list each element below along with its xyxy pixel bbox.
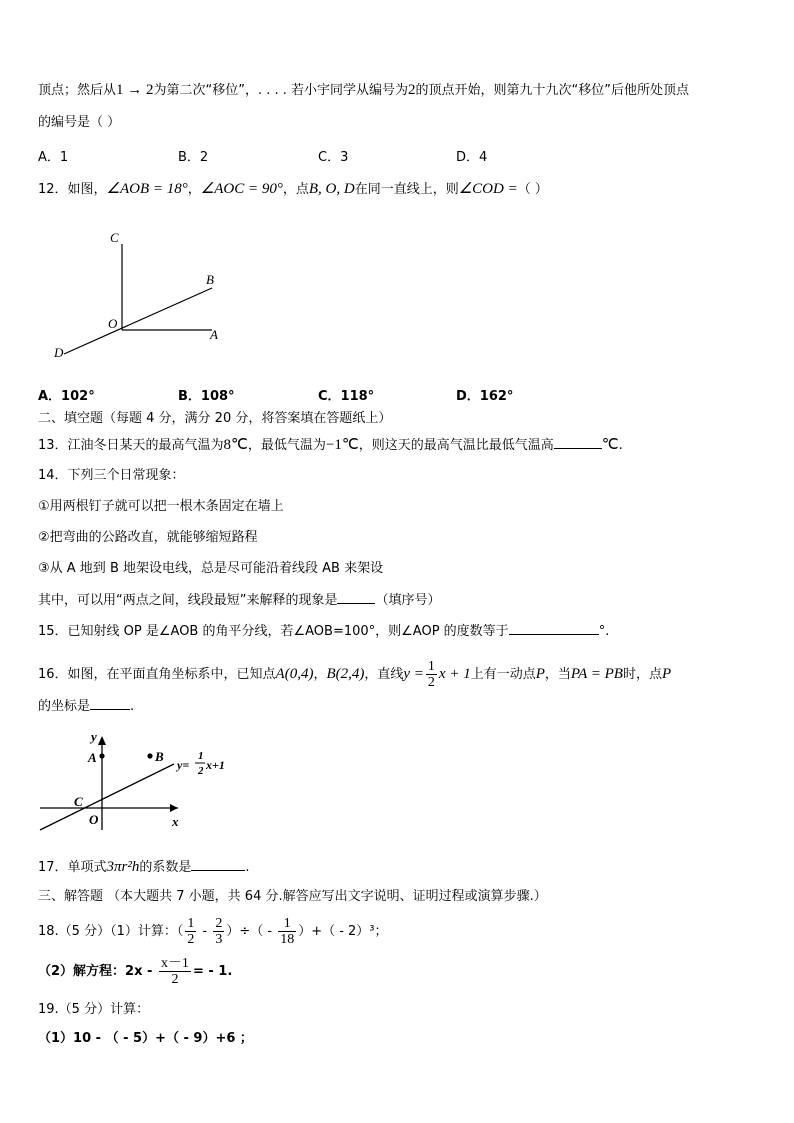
q18-part1	[38, 915, 388, 949]
q17-text-b: 的系数是	[139, 860, 192, 875]
q15-answer-blank[interactable]	[509, 622, 599, 635]
q13-period: .	[618, 438, 623, 453]
q12-option-d: D．162°	[456, 389, 514, 404]
q11-option-c: C．3	[318, 150, 349, 165]
q18-frac-3	[278, 916, 296, 947]
q16-point-p-2: P	[662, 666, 672, 682]
q17-monomial: 3πr²h	[106, 859, 140, 875]
q14-ask	[38, 591, 441, 610]
q16-point-b: B(2,4)	[326, 666, 365, 682]
q19-title: 19.（5 分）计算：	[38, 1002, 150, 1017]
q18-frac-1-den: 2	[187, 932, 195, 947]
label-o: O	[89, 812, 99, 827]
q18-frac-2-num: 2	[215, 916, 223, 931]
q12-text-1: ，点	[282, 182, 309, 197]
q12-option-b: B．108°	[178, 389, 235, 404]
line-y-half-x-plus-1	[40, 764, 174, 830]
q16-line-rhs: x + 1	[438, 666, 471, 682]
q12-text-2: 在同一直线上，则	[354, 182, 459, 197]
q11-line1	[38, 81, 689, 100]
q14-item-2: ②把弯曲的公路改直，就能够缩短路程	[38, 530, 258, 545]
q17-end: .	[245, 860, 250, 875]
q14-item-1: ①用两根钉子就可以把一根木条固定在墙上	[38, 499, 284, 514]
label-c: C	[74, 794, 83, 809]
q12-paren: （ ）	[517, 182, 548, 197]
q18-frac-3-num: 1	[278, 916, 296, 932]
q11-text-b: 为第二次“移位”，. . . . 若小宇同学从编号为	[153, 83, 409, 98]
q18-frac-1	[185, 916, 196, 947]
q18-part2-text-b: = - 1.	[192, 964, 233, 979]
q16-sep: ，	[313, 667, 327, 682]
q16-answer-blank[interactable]	[90, 697, 130, 710]
q18-frac-2-den: 3	[215, 932, 223, 947]
q11-option-d: D．4	[456, 150, 488, 165]
label-b: B	[206, 272, 214, 287]
label-a: A	[88, 750, 97, 765]
y-axis-arrow	[98, 736, 106, 745]
line-equation-tail: x+1	[206, 758, 225, 772]
q18-text-c: ）+（ - 2）³；	[298, 924, 388, 939]
q18-frac-1-num: 1	[187, 916, 195, 931]
q18-part2-text-a: （2）解方程：2x -	[38, 964, 157, 979]
q16-fraction	[426, 659, 437, 690]
q18-frac-4	[159, 956, 191, 987]
q16-text-a: 16．如图，在平面直角坐标系中，已知点	[38, 667, 276, 682]
q15	[38, 622, 609, 641]
q14-ask-text: 其中，可以用“两点之间，线段最短”来解释的现象是	[38, 593, 338, 608]
q16-line-lhs: y =	[403, 666, 424, 682]
q14-answer-blank[interactable]	[337, 591, 375, 604]
q16-text-f: 时，点	[622, 667, 662, 682]
label-d: D	[54, 345, 64, 360]
q16-frac-den: 2	[427, 675, 435, 690]
label-b: B	[155, 749, 164, 764]
q18-part2	[38, 955, 232, 989]
q12-option-a: A．102°	[38, 389, 95, 404]
q14-item-3: ③从 A 地到 B 地架设电线，总是尽可能沿着线段 AB 来架设	[38, 561, 384, 576]
q16-point-a: A(0,4)	[275, 666, 314, 682]
point-b	[147, 753, 152, 758]
q16-text-d: 上有一动点	[470, 667, 536, 682]
q18-text-b: ）÷（ -	[226, 924, 277, 939]
q16-end: .	[130, 699, 135, 714]
q12-angle-figure	[40, 222, 240, 362]
q12-option-c: C．118°	[318, 389, 375, 404]
q13-low-temp: −1℃	[325, 437, 359, 453]
q16-point-p: P	[535, 666, 545, 682]
q18-frac-4-num: x－1	[160, 956, 189, 971]
q17-text-a: 17．单项式	[38, 860, 107, 875]
q16-stem	[38, 659, 671, 690]
q16-text-c: ，直线	[364, 667, 404, 682]
q18-frac-3-den: 18	[280, 932, 295, 947]
q11-option-b: B．2	[178, 150, 209, 165]
label-y: y	[91, 729, 97, 744]
q12-number: 12．如图，	[38, 182, 107, 197]
q11-math-1to2: 1 → 2	[116, 82, 154, 98]
x-axis-arrow	[170, 804, 178, 812]
q13-high-temp: 8℃	[223, 437, 248, 453]
q15-text: 15．已知射线 OP 是∠AOB 的角平分线，若∠AOB=100°，则∠AOP 的度数等于	[38, 624, 509, 639]
q15-unit: °.	[598, 624, 610, 639]
line-equation-lhs: y=	[177, 758, 190, 772]
q11-line2: 的编号是（ ）	[38, 115, 121, 130]
q16-coordinate-figure	[36, 726, 246, 836]
label-o: O	[108, 316, 118, 331]
q12-points: B, O, D	[308, 181, 355, 197]
line-equation-num: 1	[198, 750, 204, 762]
q14-title: 14．下列三个日常现象：	[38, 468, 185, 483]
q16-condition: PA = PB	[570, 666, 623, 682]
q11-text-d: 的顶点开始，则第九十九次“移位”后他所处顶点	[415, 83, 690, 98]
q11-text-a: 顶点；然后从	[38, 83, 117, 98]
q12-sep: ，	[187, 182, 201, 197]
q16-line2	[38, 697, 134, 716]
q18-minus: -	[198, 924, 212, 939]
q11-option-a: A．1	[38, 150, 69, 165]
section-2-heading: 二、填空题（每题 4 分，满分 20 分，将答案填在答题纸上）	[38, 411, 392, 426]
section-3-heading: 三、解答题 （本大题共 7 小题，共 64 分.解答应写出文字说明、证明过程或演算步骤.）	[38, 889, 547, 904]
q13-text-c: ，则这天的最高气温比最低气温高	[358, 438, 554, 453]
q13-text-a: 13．江油冬日某天的最高气温为	[38, 438, 224, 453]
q18-frac-4-den: 2	[171, 972, 179, 987]
label-a: A	[210, 327, 218, 342]
q19-part1: （1）10 - （ - 5）+（ - 9）+6 ；	[38, 1031, 253, 1046]
label-x: x	[172, 814, 179, 829]
q18-text-a: 18.（5 分）（1）计算：（	[38, 924, 184, 939]
line-bd	[64, 288, 212, 354]
label-c: C	[110, 230, 119, 245]
q12-angle-cod: ∠COD =	[458, 181, 518, 197]
q12-angle-aob: ∠AOB = 18°	[106, 181, 188, 197]
q13-answer-blank[interactable]	[554, 436, 602, 449]
q18-frac-2	[213, 916, 224, 947]
q11-math-2: 2	[408, 82, 416, 98]
q16-frac-num: 1	[427, 659, 435, 674]
q13	[38, 436, 623, 455]
q12-stem	[38, 180, 548, 199]
point-a	[99, 753, 104, 758]
q17	[38, 858, 250, 877]
q17-answer-blank[interactable]	[191, 858, 245, 871]
q13-unit: ℃	[601, 437, 619, 453]
q16-text-e: ，当	[544, 667, 571, 682]
q14-hint: （填序号）	[375, 593, 441, 608]
q13-text-b: ，最低气温为	[247, 438, 326, 453]
q16-text-line2: 的坐标是	[38, 699, 91, 714]
line-equation-den: 2	[198, 765, 204, 777]
q12-angle-aoc: ∠AOC = 90°	[200, 181, 283, 197]
